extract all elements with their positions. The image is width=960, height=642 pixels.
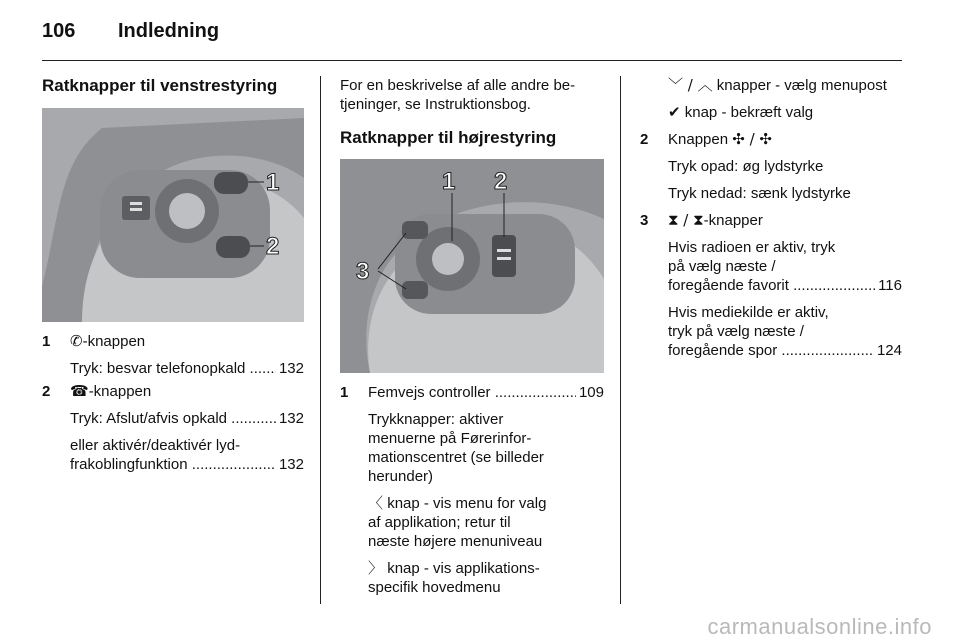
body-line: knap - bekræft valg [684,104,814,121]
body-line: tryk på vælg næste / [668,323,804,340]
body-line: knapper - vælg menupost [716,77,887,94]
item-number: 2 [42,383,51,400]
item-number: 1 [340,384,349,401]
body-line: af applikation; retur til [368,514,511,531]
item-label: -knapper [703,212,763,229]
item-label: -knappen [82,333,146,350]
chevron-down-up-icon: ﹀ / ︿ [668,76,713,94]
section-heading-mid: Ratknapper til højrestyring [340,128,557,147]
left-column [42,76,304,474]
body-line: knap - vis menu for valg [387,495,547,512]
body-line: næste højere menuniveau [368,533,543,550]
entry-text: eller aktivér/deaktivér lyd- [70,437,241,454]
chevron-left-icon: 〈 [368,494,384,512]
page-title: Indledning [118,20,220,42]
page-ref: 116 [878,277,902,294]
callout-1: 1 [442,168,456,195]
steering-wheel-right-drawing [340,159,604,373]
entry-text: foregående spor ..... [668,341,874,360]
entry-text: Tryk: Afslut/afvis opkald ..... [70,409,276,428]
column-divider [620,76,621,604]
section-heading-left: Ratknapper til venstrestyring [42,76,278,95]
body-line: knap - vis applikations- [387,560,540,577]
steering-wheel-left-illustration [42,108,304,322]
watermark: carmanualsonline.info [707,614,932,639]
body-line: Tryk nedad: sænk lydstyrke [668,185,851,202]
steering-wheel-left-drawing [42,108,304,322]
page-ref: 109 [578,384,604,401]
item-label: -knappen [88,383,152,400]
list-item [640,130,902,203]
callout-1: 1 [266,169,280,196]
callout-3: 3 [356,258,370,285]
intro-line: For en beskrivelse af alle andre be- [340,77,576,94]
hang-up-icon: ☎ [70,382,89,400]
intro-line: tjeninger, se Instruktionsbog. [340,96,531,113]
skip-icon: ⧗ / ⧗ [668,211,704,229]
column-divider [320,76,321,604]
list-item [640,211,902,360]
entry-text: Tryk: besvar telefonopkald ..... [70,359,276,378]
body-line: Tryk opad: øg lydstyrke [668,158,824,175]
body-line: specifik hovedmenu [368,579,501,596]
list-item [340,383,604,597]
list-item [42,382,304,474]
phone-icon: ✆ [70,332,83,350]
entry-text: frakoblingfunktion ..... [70,455,276,474]
body-line: Hvis radioen er aktiv, tryk [668,239,836,256]
steering-wheel-right-illustration [340,159,604,373]
item-number: 2 [640,131,649,148]
item-label: Knappen [668,131,729,148]
callout-2: 2 [266,233,280,260]
body-line: herunder) [368,468,434,485]
chevron-right-icon: 〉 [368,559,384,577]
middle-column [340,76,604,597]
body-line: menuerne på Førerinfor- [368,430,532,447]
body-line: Trykknapper: aktiver [368,411,504,428]
page-ref: 124 [876,342,902,359]
body-line: mationscentret (se billeder [368,449,544,466]
page-ref: 132 [278,410,304,427]
item-number: 1 [42,333,51,350]
entry-text: foregående favorit ..... [668,276,875,295]
page-number: 106 [42,20,76,42]
body-line: Hvis mediekilde er aktiv, [668,304,829,321]
callout-2: 2 [494,168,508,195]
list-item [42,332,304,378]
item-number: 3 [640,212,649,229]
checkmark-icon: ✔ [668,103,681,121]
page-ref: 132 [278,456,304,473]
page-header [42,20,902,61]
volume-icon: ✣ / ✣ [732,130,772,148]
page-ref: 132 [278,360,304,377]
right-column [640,76,902,360]
body-line: på vælg næste / [668,258,776,275]
entry-text: Femvejs controller ..... [368,383,576,402]
